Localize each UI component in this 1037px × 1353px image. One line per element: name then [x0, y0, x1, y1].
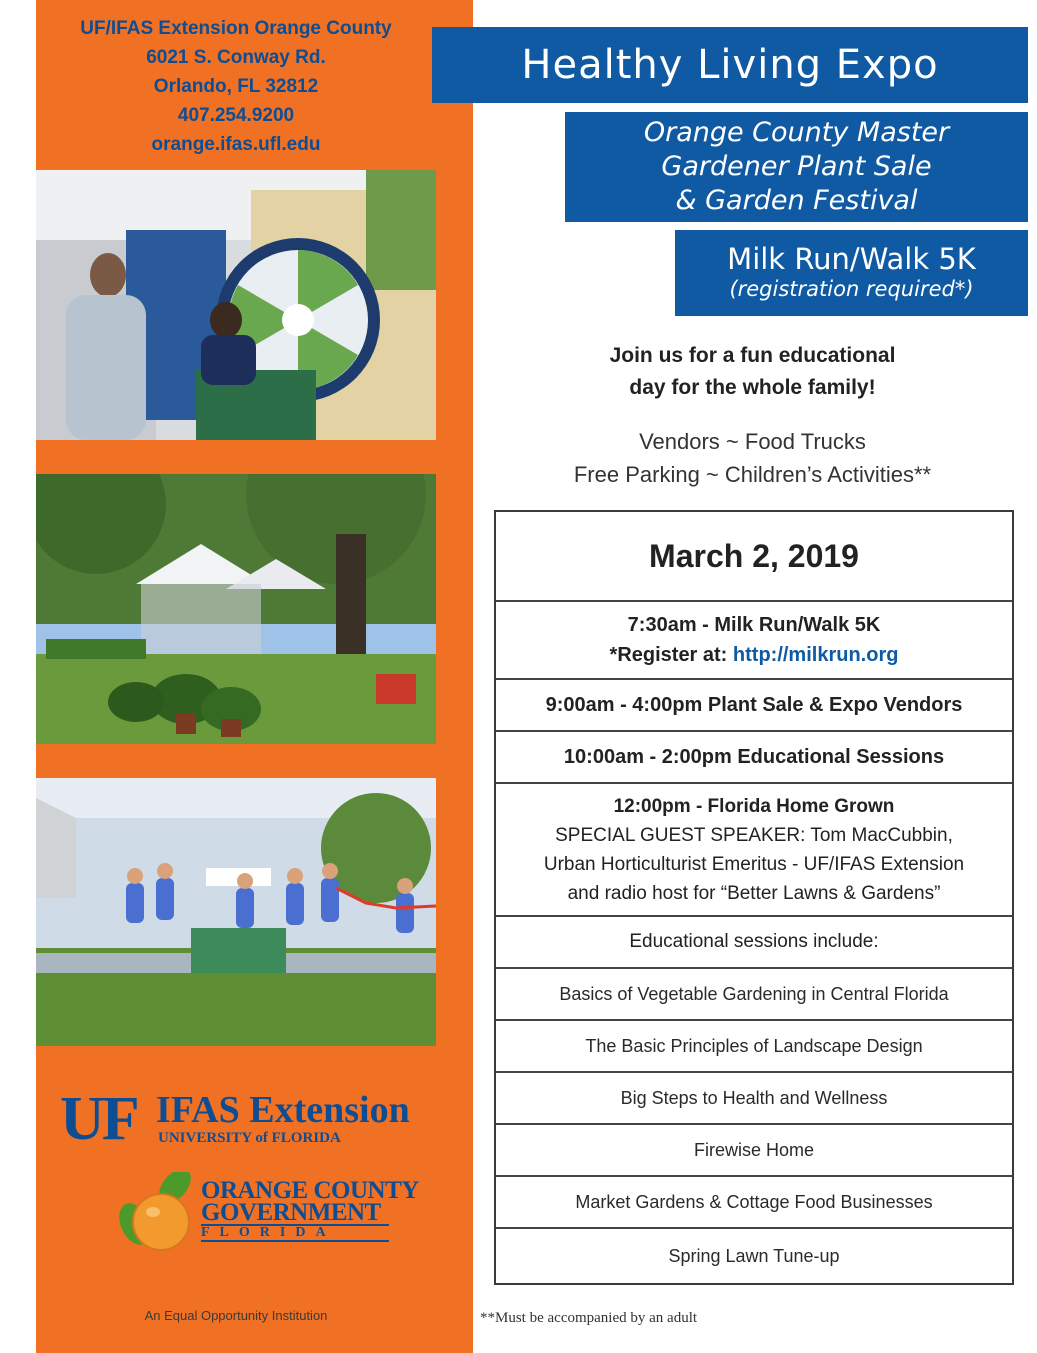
speaker-line-3: and radio host for “Better Lawns & Gardens”: [567, 882, 941, 904]
amenities: [500, 425, 1005, 491]
join-message: [500, 340, 1005, 404]
title-banner: Healthy Living Expo: [432, 27, 1028, 103]
milk-run-time: 7:30am - Milk Run/Walk 5K: [627, 614, 881, 636]
session-item: Big Steps to Health and Wellness: [496, 1073, 1012, 1125]
edu-sessions-row: 10:00am - 2:00pm Educational Sessions: [496, 732, 1012, 784]
subtitle-banner: [565, 112, 1028, 222]
join-line-2: day for the whole family!: [629, 376, 876, 399]
uf-ifas-logo: [60, 1085, 450, 1158]
website-link[interactable]: orange.ifas.ufl.edu: [151, 134, 321, 155]
city-state-zip: Orlando, FL 32812: [153, 76, 319, 97]
home-grown-title: 12:00pm - Florida Home Grown: [613, 795, 895, 817]
photo-finish-line: [36, 778, 436, 1046]
street-address: 6021 S. Conway Rd.: [146, 47, 326, 68]
subtitle-line-3: & Garden Festival: [675, 185, 918, 216]
event-date: March 2, 2019: [496, 512, 1012, 602]
session-item: Spring Lawn Tune-up: [668, 1245, 840, 1266]
oc-line-3: FLORIDA: [201, 1224, 389, 1242]
contact-block: [36, 14, 436, 159]
org-name: UF/IFAS Extension Orange County: [80, 18, 392, 39]
oc-line-2: GOVERNMENT: [201, 1199, 381, 1226]
plant-sale-row: 9:00am - 4:00pm Plant Sale & Expo Vendors: [496, 680, 1012, 732]
sessions-header: Educational sessions include:: [496, 917, 1012, 969]
session-item: Basics of Vegetable Gardening in Central Florida: [496, 969, 1012, 1021]
ifas-extension-wordmark: IFAS Extension: [156, 1089, 410, 1131]
join-line-1: Join us for a fun educational: [609, 344, 896, 367]
university-wordmark: UNIVERSITY of FLORIDA: [158, 1130, 341, 1146]
phone-number: 407.254.9200: [177, 105, 295, 126]
schedule-table: [494, 510, 1014, 1285]
milk-run-note: (registration required*): [729, 277, 974, 301]
footnote: **Must be accompanied by an adult: [480, 1310, 698, 1326]
photo-plant-sale: [36, 474, 436, 744]
speaker-line-1: SPECIAL GUEST SPEAKER: Tom MacCubbin,: [555, 824, 953, 846]
session-item: Market Gardens & Cottage Food Businesses: [496, 1177, 1012, 1229]
orange-county-logo: [117, 1172, 419, 1262]
uf-mark: UF: [60, 1085, 137, 1153]
amenities-line-1: Vendors ~ Food Trucks: [639, 429, 866, 454]
subtitle-line-1: Orange County Master: [643, 117, 950, 148]
register-label: *Register at:: [609, 644, 728, 666]
session-item: The Basic Principles of Landscape Design: [496, 1021, 1012, 1073]
register-link[interactable]: http://milkrun.org: [732, 644, 899, 666]
speaker-line-2: Urban Horticulturist Emeritus - UF/IFAS Extension: [543, 853, 965, 875]
oc-line-1: ORANGE COUNTY: [201, 1177, 419, 1204]
register-line: [496, 640, 1012, 670]
session-item: Firewise Home: [496, 1125, 1012, 1177]
milk-run-banner: [675, 230, 1028, 316]
subtitle-line-2: Gardener Plant Sale: [661, 151, 932, 182]
home-grown-row: [496, 784, 1012, 917]
milk-run-row: [496, 602, 1012, 680]
equal-opportunity-note: An Equal Opportunity Institution: [144, 1308, 328, 1323]
amenities-line-2: Free Parking ~ Children’s Activities**: [573, 462, 932, 487]
photo-expo-booth: [36, 170, 436, 440]
milk-run-title: Milk Run/Walk 5K: [727, 242, 976, 276]
orange-fruit-icon: [117, 1172, 201, 1262]
